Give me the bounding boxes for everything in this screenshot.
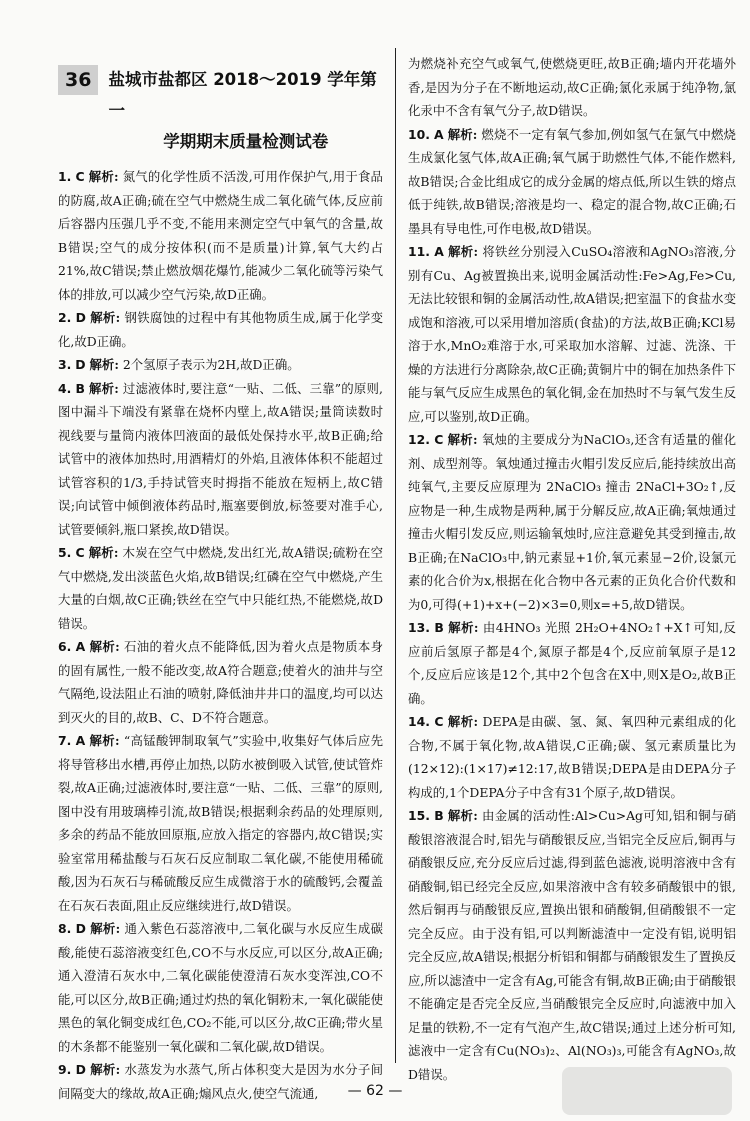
item-text: 由4HNO₃ 光照 2H₂O+4NO₂↑+X↑可知,反应前后氢原子都是4个,氮原子都是4个,反应前氧原子是12个,反应后应该是12个,其中2个包含在X中,则X是O₂,故B正确。 <box>408 620 736 706</box>
item-text: 钢铁腐蚀的过程中有其他物质生成,属于化学变化,故D正确。 <box>58 310 383 349</box>
item-answer: A <box>75 733 86 748</box>
item-text: 燃烧不一定有氧气参加,例如氢气在氯气中燃烧生成氯化氢气体,故A正确;氧气属于助燃性气体,不能作燃料,故B错误;合金比组成它的成分金属的熔点低,所以生铁的熔点低于纯铁,故B错误;溶液是均一、稳定的混合物,故C正确;石墨具有导电性,可作电极,故D错误。 <box>408 126 736 236</box>
item-answer: C <box>434 714 444 729</box>
item-text: 木炭在空气中燃烧,发出红光,故A错误;硫粉在空气中燃烧,发出淡蓝色火焰,故B错误;红磷在空气中燃烧,产生大量的白烟,故C正确;铁丝在空气中只能红热,不能燃烧,故D错误。 <box>58 545 383 631</box>
item-answer: D <box>75 357 86 372</box>
item-label: 解析: <box>89 380 119 396</box>
item-text: 将铁丝分别浸入CuSO₄溶液和AgNO₃溶液,分别有Cu、Ag被置换出来,说明金属活动性:Fe>Ag,Fe>Cu,无法比较银和铜的金属活动性,故A错误;把室温下的食盐水变成饱和溶液,可以采用增加溶质(食盐)的方法,故B正确;KCl易溶于水,MnO₂难溶于水,可采取加水溶解、过滤、洗涤、干燥的方法进行分离除杂,故C正确;黄铜片中的铜在加热条件下能与氧气反应生成黑色的氧化铜,金在加热时不与氧气发生反应,可以鉴别,故D正确。 <box>408 244 736 424</box>
item-number: 2. <box>58 310 72 325</box>
item-answer: C <box>75 169 85 184</box>
item-text: 为燃烧补充空气或氧气,使燃烧更旺,故B正确;墙内开花墙外香,是因为分子在不断地运动,故C正确;氯化汞属于纯净物,氯化汞中不含有氧气分子,故D错误。 <box>408 56 736 118</box>
item-number: 11. <box>408 244 430 259</box>
item-number: 15. <box>408 808 430 823</box>
right-column <box>408 52 736 1082</box>
item-label: 解析: <box>447 126 478 142</box>
answer-item <box>408 52 736 123</box>
item-number: 8. <box>58 921 72 936</box>
item-text: 由金属的活动性:Al>Cu>Ag可知,铝和铜与硝酸银溶液混合时,铝先与硝酸银反应,当铝完全反应后,铜再与硝酸银反应,充分反应后过滤,得到蓝色滤液,说明溶液中含有硝酸铜,铝已经完全反应,如果溶液中含有较多硝酸银中的银,然后铜再与硝酸银反应,置换出银和硝酸铜,但硝酸银不一定完全反应。由于没有铝,可以判断滤渣中一定没有铝,说明铝完全反应,故A错误;根据分析铝和铜都与硝酸银发生了置换反应,所以滤渣中一定含有Ag,可能含有铜,故B正确;由于硝酸银不能确定是否完全反应,当硝酸银完全反应时,向滤液中加入足量的铁粉,不一定有气泡产生,故C错误;通过上述分析可知,滤液中一定含有Cu(NO₃)₂、Al(NO₃)₃,可能含有AgNO₃,故D错误。 <box>408 808 736 1082</box>
item-number: 12. <box>408 432 430 447</box>
item-label: 解析: <box>90 310 121 325</box>
right-answer-list <box>408 52 736 1086</box>
item-label: 解析: <box>89 357 119 372</box>
item-number: 1. <box>58 169 72 184</box>
item-answer: D <box>75 1062 86 1077</box>
answer-item <box>408 240 736 428</box>
watermark-logo <box>562 1067 732 1115</box>
item-label: 解析: <box>447 714 479 729</box>
item-number: 3. <box>58 357 72 372</box>
item-answer: D <box>75 310 86 325</box>
item-text: 水蒸发为水蒸气,所占体积变大是因为水分子间间隔变大的缘故,故A正确;煽风点火,使空气流通, <box>58 1062 383 1101</box>
answer-item <box>408 123 736 241</box>
item-number: 4. <box>58 380 72 396</box>
answer-item <box>58 729 383 917</box>
item-answer: A <box>434 244 444 259</box>
item-label: 解析: <box>448 244 479 259</box>
item-text: 氧烛的主要成分为NaClO₃,还含有适量的催化剂、成型剂等。氧烛通过撞击火帽引发反应后,能持续放出高纯氧气,主要反应原理为 2NaClO₃ 撞击 2NaCl+3O₂↑,反应物是一种,生成物是两种,属于分解反应,故A正确;氧烛通过撞击火帽引发反应,则运输氧烛时,应注意避免其受到撞击,故B正确;在NaClO₃中,钠元素显+1价,氧元素显−2价,设氯元素的化合价为x,根据在化合物中各元素的正负化合价代数和为0,可得(+1)+x+(−2)×3=0,则x=+5,故D错误。 <box>408 432 736 612</box>
item-answer: B <box>75 380 85 396</box>
item-text: DEPA是由碳、氢、氮、氧四种元素组成的化合物,不属于氧化物,故A错误,C正确;碳、氢元素质量比为(12×12):(1×17)≠12:17,故B错误;DEPA是由DEPA分子构成的,1个DEPA分子中含有31个原子,故D错误。 <box>408 714 736 800</box>
item-text: 通入紫色石蕊溶液中,二氧化碳与水反应生成碳酸,能使石蕊溶液变红色,CO不与水反应,可以区分,故A正确;通入澄清石灰水中,二氧化碳能使澄清石灰水变浑浊,CO不能,可以区分,故B正确;通过灼热的氧化铜粉末,一氧化碳能使黑色的氧化铜变成红色,CO₂不能,可以区分,故C正确;带火星的木条都不能鉴别一氧化碳和二氧化碳,故D错误。 <box>58 921 383 1054</box>
item-number: 14. <box>408 714 430 729</box>
item-label: 解析: <box>89 639 120 654</box>
item-answer: D <box>75 921 86 936</box>
answer-item <box>58 917 383 1058</box>
section-number-badge: 36 <box>58 65 98 95</box>
item-number: 9. <box>58 1062 72 1077</box>
item-text: 石油的着火点不能降低,因为着火点是物质本身的固有属性,一般不能改变,故A符合题意;使着火的油井与空气隔绝,设法阻止石油的喷射,降低油井井口的温度,均可以达到灭火的目的,故B、C、D不符合题意。 <box>58 639 383 725</box>
item-number: 6. <box>58 639 72 654</box>
item-label: 解析: <box>88 545 119 560</box>
item-answer: A <box>75 639 86 654</box>
page-number: — 62 — <box>347 1083 403 1099</box>
section-title-line2: 学期期末质量检测试卷 <box>163 132 329 151</box>
item-text: 2个氢原子表示为2H,故D正确。 <box>122 357 300 372</box>
answer-item <box>408 710 736 804</box>
item-label: 解析: <box>88 169 119 184</box>
answer-item <box>408 804 736 1086</box>
item-text: 氮气的化学性质不活泼,可用作保护气,用于食品的防腐,故A正确;硫在空气中燃烧生成二氧化硫气体,反应前后容器内压强几乎不变,不能用来测定空气中氧气的含量,故B错误;空气的成分按体积(而不是质量)计算,氧气大约占21%,故C错误;禁止燃放烟花爆竹,能减少二氧化硫等污染气体的排放,可以减少空气污染,故D正确。 <box>58 169 383 302</box>
item-text: 过滤液体时,要注意“一贴、二低、三靠”的原则,图中漏斗下端没有紧靠在烧杯内壁上,故A错误;量筒读数时视线要与量筒内液体凹液面的最低处保持水平,故B正确;给试管中的液体加热时,用酒精灯的外焰,且液体体积不能超过试管容积的1/3,手持试管夹时拇指不能放在短柄上,故C错误;向试管中倾倒液体药品时,瓶塞要倒放,标签要对准手心,试管要倾斜,瓶口紧挨,故D错误。 <box>58 380 383 537</box>
section-header <box>58 64 383 157</box>
item-number: 10. <box>408 126 430 142</box>
column-divider <box>395 48 396 1063</box>
answer-item <box>58 635 383 729</box>
item-label: 解析: <box>90 921 121 936</box>
item-number: 13. <box>408 620 430 635</box>
answer-item <box>408 428 736 616</box>
answer-item <box>58 353 383 377</box>
section-title-line1: 盐城市盐都区 2018～2019 学年第一 <box>108 70 377 120</box>
item-label: 解析: <box>447 808 478 823</box>
answer-item <box>58 541 383 635</box>
item-answer: C <box>75 545 85 560</box>
left-answer-list <box>58 165 383 1105</box>
answer-item <box>58 306 383 353</box>
section-title <box>108 64 383 157</box>
item-answer: B <box>434 620 444 635</box>
item-label: 解析: <box>448 620 479 635</box>
answer-item <box>58 165 383 306</box>
item-label: 解析: <box>89 733 120 748</box>
item-answer: B <box>434 808 444 823</box>
item-answer: A <box>434 126 444 142</box>
answer-item <box>58 377 383 542</box>
item-label: 解析: <box>90 1062 121 1077</box>
item-label: 解析: <box>447 432 478 447</box>
item-number: 7. <box>58 733 72 748</box>
item-text: “高锰酸钾制取氧气”实验中,收集好气体后应先将导管移出水槽,再停止加热,以防水被倒吸入试管,使试管炸裂,故A正确;过滤液体时,要注意“一贴、二低、三靠”的原则,图中没有用玻璃棒引流,故B错误;根据剩余药品的处理原则,多余的药品不能放回原瓶,应放入指定的容器内,故C错误;实验室常用稀盐酸与石灰石反应制取二氧化碳,不能使用稀硫酸,因为石灰石与稀硫酸反应生成微溶于水的硫酸钙,会覆盖在石灰石表面,阻止反应继续进行,故D错误。 <box>58 733 383 913</box>
answer-item <box>408 616 736 710</box>
item-answer: C <box>434 432 444 447</box>
item-number: 5. <box>58 545 72 560</box>
